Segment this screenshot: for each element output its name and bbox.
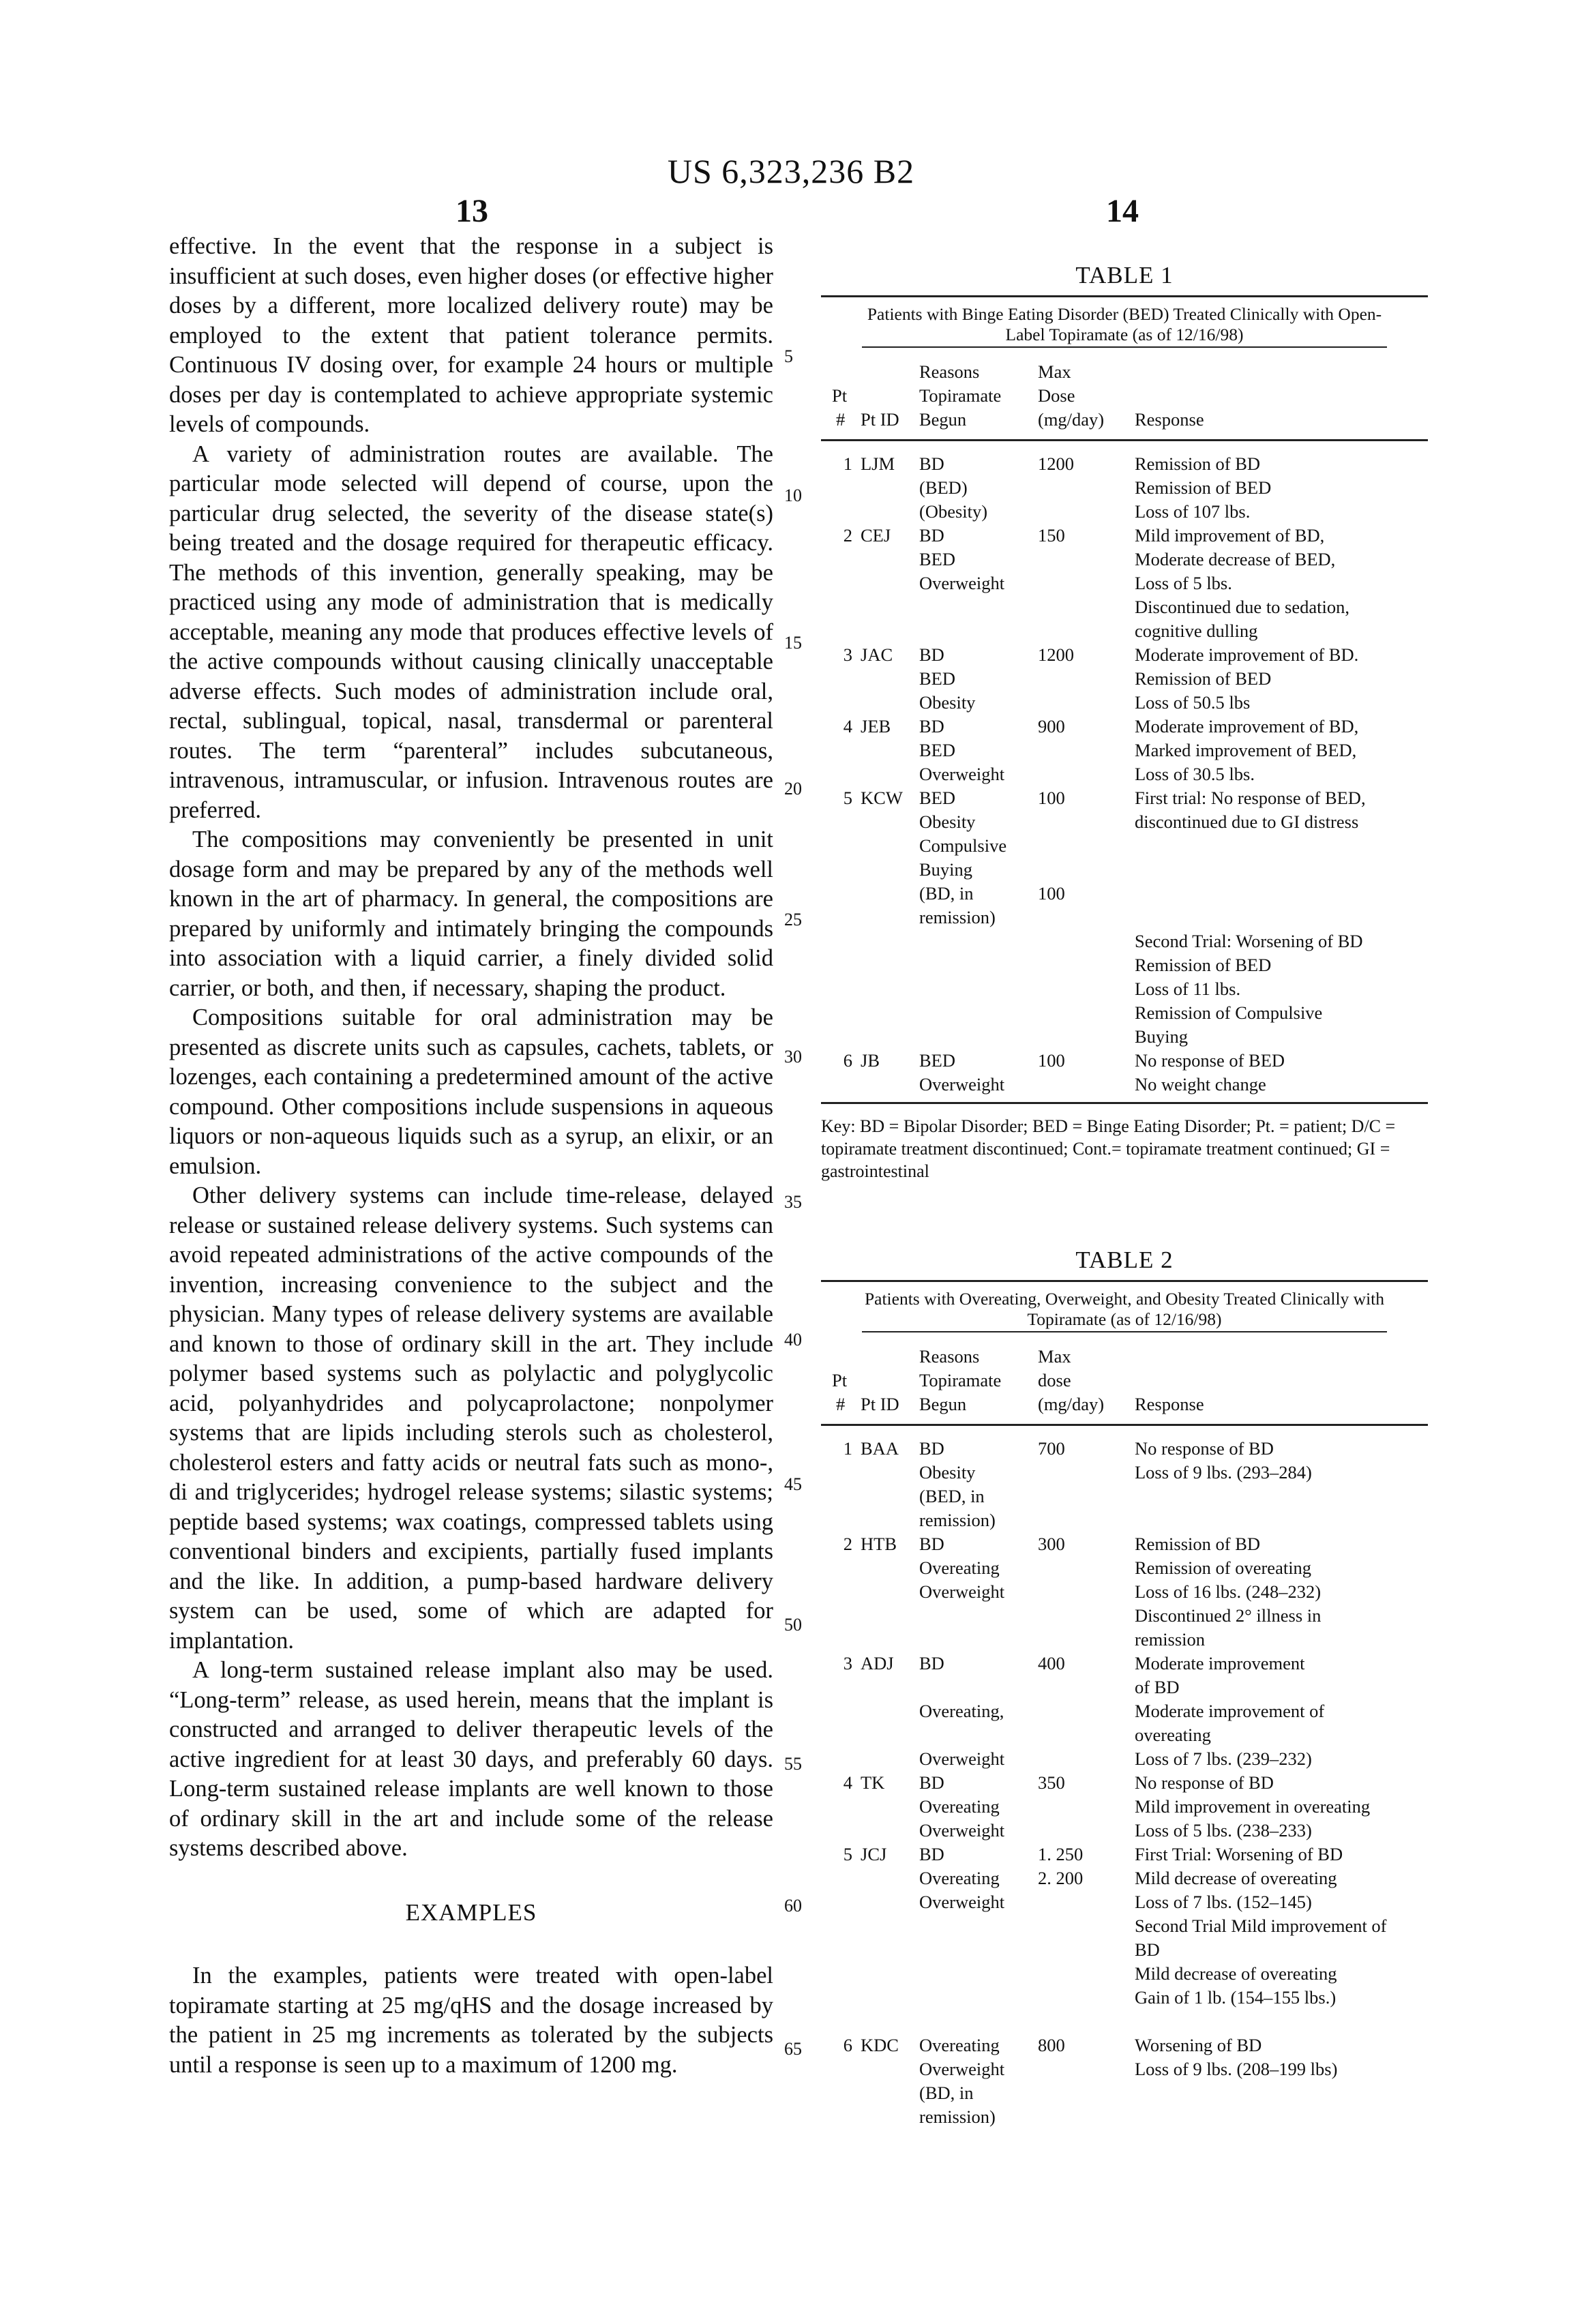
cell-response: Discontinued 2° illness in	[1135, 1605, 1322, 1626]
cell-response: Mild decrease of overeating	[1135, 1868, 1337, 1888]
line-number: 20	[784, 779, 802, 799]
cell-reasons: Overweight	[919, 1748, 1005, 1769]
cell-response: No response of BD	[1135, 1438, 1274, 1459]
cell-response: Loss of 107 lbs.	[1135, 501, 1251, 522]
table-rule	[821, 439, 1428, 441]
line-number: 60	[784, 1896, 802, 1916]
line-number: 25	[784, 910, 802, 929]
cell-dose: 900	[1038, 716, 1065, 736]
header-pt-id: Pt ID	[861, 1394, 899, 1414]
cell-response: Moderate improvement of BD.	[1135, 644, 1359, 665]
header-num: #	[836, 1394, 846, 1414]
table-1	[821, 263, 1428, 1182]
cell-pt-id: KCW	[861, 788, 903, 808]
cell-reasons: Compulsive	[919, 835, 1007, 856]
header-reasons: Reasons	[919, 361, 980, 382]
cell-response: Remission of BED	[1135, 955, 1272, 975]
line-number: 55	[784, 1754, 802, 1774]
cell-response: Discontinued due to sedation,	[1135, 597, 1349, 617]
cell-reasons: BED	[919, 549, 955, 569]
cell-reasons: Overweight	[919, 573, 1005, 593]
line-number: 35	[784, 1192, 802, 1212]
table-body	[821, 1437, 1428, 2129]
cell-response: overeating	[1135, 1725, 1211, 1745]
cell-response: remission	[1135, 1629, 1206, 1650]
line-number: 50	[784, 1615, 802, 1635]
cell-pt-id: CEJ	[861, 525, 891, 546]
cell-reasons: BD	[919, 1534, 944, 1554]
cell-reasons: Overweight	[919, 1074, 1005, 1094]
table-row	[821, 1532, 1428, 1652]
cell-reasons: Overweight	[919, 1892, 1005, 1912]
header-reasons: Reasons	[919, 1346, 980, 1367]
cell-pt-num: 5	[843, 788, 852, 808]
cell-reasons: Obesity	[919, 1462, 976, 1483]
line-number: 45	[784, 1474, 802, 1494]
table-rule	[821, 1424, 1428, 1426]
header-reasons: Begun	[919, 409, 967, 430]
table-header	[821, 1345, 1428, 1420]
cell-response: Moderate decrease of BED,	[1135, 549, 1336, 569]
cell-dose: 1. 250	[1038, 1844, 1084, 1864]
cell-pt-num: 4	[843, 1772, 852, 1793]
cell-response: Loss of 5 lbs.	[1135, 573, 1232, 593]
table-title: TABLE 1	[1075, 262, 1174, 288]
header-reasons: Topiramate	[919, 385, 1002, 406]
cell-response: Remission of BD	[1135, 453, 1261, 474]
line-number: 15	[784, 633, 802, 653]
cell-pt-id: KDC	[861, 2035, 899, 2055]
cell-reasons: Overeating	[919, 2035, 1000, 2055]
cell-response: First Trial: Worsening of BD	[1135, 1844, 1343, 1864]
cell-reasons: BD	[919, 1772, 944, 1793]
cell-pt-id: BAA	[861, 1438, 899, 1459]
cell-reasons: BD	[919, 1438, 944, 1459]
cell-pt-id: ADJ	[861, 1653, 894, 1673]
cell-response: BD	[1135, 1939, 1160, 1960]
table-2	[821, 1248, 1428, 2129]
cell-response: Gain of 1 lb. (154–155 lbs.)	[1135, 1987, 1337, 2008]
table-row	[821, 643, 1428, 715]
cell-reasons: Overeating	[919, 1558, 1000, 1578]
cell-response: First trial: No response of BED,	[1135, 788, 1366, 808]
cell-reasons: BED	[919, 788, 955, 808]
cell-pt-num: 6	[843, 1050, 852, 1071]
cell-reasons: (BED, in	[919, 1486, 985, 1506]
cell-dose: 300	[1038, 1534, 1065, 1554]
cell-response: Loss of 9 lbs. (293–284)	[1135, 1462, 1312, 1483]
cell-pt-id: JEB	[861, 716, 891, 736]
cell-response: Loss of 11 lbs.	[1135, 979, 1241, 999]
cell-reasons: BED	[919, 668, 955, 689]
cell-reasons: BED	[919, 740, 955, 760]
cell-response: Moderate improvement	[1135, 1653, 1305, 1673]
line-number: 10	[784, 486, 802, 505]
cell-reasons: BD	[919, 1653, 944, 1673]
cell-reasons: Buying	[919, 859, 973, 880]
cell-reasons: Obesity	[919, 692, 976, 713]
cell-reasons: Overeating,	[919, 1701, 1004, 1721]
header-dose: Max	[1038, 361, 1071, 382]
cell-reasons: (BD, in	[919, 883, 974, 904]
cell-dose: 800	[1038, 2035, 1065, 2055]
line-number: 30	[784, 1047, 802, 1067]
cell-pt-id: JB	[861, 1050, 880, 1071]
cell-pt-num: 4	[843, 716, 852, 736]
caption-rule	[862, 1331, 1387, 1332]
paragraph: In the examples, patients were treated with open-label topiramate starting at 25 mg/qHS and the dosage increased by the patient in 25 mg increments as tolerated by the subjects until a response is seen up to a maximum of 1200 mg.	[169, 1963, 773, 2078]
table-title: TABLE 2	[1075, 1247, 1174, 1273]
cell-response: Buying	[1135, 1026, 1189, 1047]
header-response: Response	[1135, 409, 1204, 430]
header-reasons: Topiramate	[919, 1370, 1002, 1390]
cell-response: Worsening of BD	[1135, 2035, 1262, 2055]
cell-reasons: (BD, in	[919, 2083, 974, 2103]
cell-pt-num: 1	[843, 1438, 852, 1459]
header-pt-id: Pt ID	[861, 409, 899, 430]
cell-response: Loss of 7 lbs. (152–145)	[1135, 1892, 1312, 1912]
table-row	[821, 1437, 1428, 1532]
cell-reasons: BED	[919, 1050, 955, 1071]
cell-reasons: Overeating	[919, 1796, 1000, 1817]
cell-reasons: Obesity	[919, 811, 976, 832]
table-row	[821, 1843, 1428, 2034]
cell-response: Loss of 5 lbs. (238–233)	[1135, 1820, 1312, 1841]
line-number: 40	[784, 1330, 802, 1350]
paragraph: A long-term sustained release implant also may be used. “Long-term” release, as used herein, means that the implant is constructed and arranged to deliver therapeutic levels of the active ingredient for at least 30 days, and preferably 60 days. Long-term sustained release implants are well known to those of ordinary skill in the art and include some of the release systems described above.	[169, 1657, 773, 1861]
cell-response: Loss of 50.5 lbs	[1135, 692, 1251, 713]
table-key: Key: BD = Bipolar Disorder; BED = Binge Eating Disorder; Pt. = patient; D/C = topiramate treatment discontinued; Cont.= topiramate treatment continued; GI = gastrointestinal	[821, 1116, 1396, 1181]
header-num: #	[836, 409, 846, 430]
table-caption: Patients with Overeating, Overweight, and Obesity Treated Clinically with Topiramate (as of 12/16/98)	[864, 1289, 1385, 1329]
cell-reasons: BD	[919, 525, 944, 546]
cell-response: Mild decrease of overeating	[1135, 1963, 1337, 1984]
cell-dose: 700	[1038, 1438, 1065, 1459]
cell-dose: 100	[1038, 1050, 1065, 1071]
header-dose: Max	[1038, 1346, 1071, 1367]
header-dose: (mg/day)	[1038, 409, 1105, 430]
header-pt: Pt	[832, 1370, 848, 1390]
section-heading-examples: EXAMPLES	[405, 1898, 537, 1926]
cell-response: Remission of overeating	[1135, 1558, 1312, 1578]
cell-response: Second Trial: Worsening of BD	[1135, 931, 1363, 951]
table-row	[821, 715, 1428, 786]
cell-dose: 150	[1038, 525, 1065, 546]
cell-pt-num: 2	[843, 525, 852, 546]
table-row	[821, 524, 1428, 643]
cell-reasons: BD	[919, 644, 944, 665]
cell-pt-num: 1	[843, 453, 852, 474]
cell-reasons: Overweight	[919, 2059, 1005, 2079]
cell-response: No response of BED	[1135, 1050, 1285, 1071]
cell-reasons: remission)	[919, 2106, 996, 2127]
table-header	[821, 360, 1428, 435]
cell-response: discontinued due to GI distress	[1135, 811, 1359, 832]
cell-pt-num: 3	[843, 1653, 852, 1673]
cell-reasons: (Obesity)	[919, 501, 988, 522]
cell-response: Loss of 7 lbs. (239–232)	[1135, 1748, 1312, 1769]
cell-response: Remission of BED	[1135, 668, 1272, 689]
table-row	[821, 2034, 1428, 2129]
cell-reasons: BD	[919, 453, 944, 474]
header-dose: (mg/day)	[1038, 1394, 1105, 1414]
cell-response: No weight change	[1135, 1074, 1266, 1094]
table-row	[821, 1049, 1428, 1097]
table-rule	[821, 1102, 1428, 1104]
caption-rule	[862, 346, 1387, 348]
line-number: 5	[784, 346, 793, 366]
paragraph: The compositions may conveniently be presented in unit dosage form and may be prepared by any of the methods well known in the art of pharmacy. In general, the compositions are prepared by uniformly and intimately bringing the compounds into association with a liquid carrier, a finely divided solid carrier, or both, and then, if necessary, shaping the product.	[169, 826, 773, 1001]
cell-reasons: Overeating	[919, 1868, 1000, 1888]
cell-pt-id: JCJ	[861, 1844, 887, 1864]
cell-dose: 100	[1038, 788, 1065, 808]
table-body	[821, 452, 1428, 1097]
cell-reasons: remission)	[919, 907, 996, 927]
cell-reasons: BD	[919, 716, 944, 736]
page-number-right: 14	[1106, 193, 1139, 229]
cell-response: Remission of BED	[1135, 477, 1272, 498]
cell-response: Loss of 9 lbs. (208–199 lbs)	[1135, 2059, 1338, 2079]
left-text-column	[169, 232, 773, 2080]
cell-pt-num: 6	[843, 2035, 852, 2055]
table-row	[821, 786, 1428, 1049]
cell-dose: 1200	[1038, 644, 1074, 665]
cell-dose: 350	[1038, 1772, 1065, 1793]
header-dose: dose	[1038, 1370, 1071, 1390]
cell-dose: 400	[1038, 1653, 1065, 1673]
cell-pt-id: TK	[861, 1772, 885, 1793]
header-pt: Pt	[832, 385, 848, 406]
cell-dose: 1200	[1038, 453, 1074, 474]
cell-response: Marked improvement of BED,	[1135, 740, 1357, 760]
cell-reasons: Overweight	[919, 1581, 1005, 1602]
cell-reasons: Overweight	[919, 1820, 1005, 1841]
cell-response: No response of BD	[1135, 1772, 1274, 1793]
cell-response: Mild improvement of BD,	[1135, 525, 1325, 546]
table-caption: Patients with Binge Eating Disorder (BED) Treated Clinically with Open-Label Topiramate (as of 12/16/98)	[867, 304, 1382, 344]
cell-response: Remission of Compulsive	[1135, 1002, 1323, 1023]
cell-pt-num: 3	[843, 644, 852, 665]
paragraph: effective. In the event that the response in a subject is insufficient at such doses, even higher doses (or effective higher doses by a different, more localized delivery route) may be employed to the extent that patient tolerance permits. Continuous IV dosing over, for example 24 hours or multiple doses per day is contemplated to achieve appropriate systemic levels of compounds.	[169, 233, 773, 437]
patent-number: US 6,323,236 B2	[667, 152, 915, 190]
cell-pt-id: JAC	[861, 644, 893, 665]
cell-response: Remission of BD	[1135, 1534, 1261, 1554]
page-number-left: 13	[456, 193, 488, 229]
cell-dose: 2. 200	[1038, 1868, 1084, 1888]
paragraph: Other delivery systems can include time-release, delayed release or sustained release delivery systems. Such systems can avoid repeated administrations of the active compounds of the invention, increasing convenience to the subject and the physician. Many types of release delivery systems are available and known to those of ordinary skill in the art. They include polymer based systems such as polylactic and polyglycolic acid, polyanhydrides and polycaprolactone; nonpolymer systems that are lipids including sterols such as cholesterol, cholesterol esters and fatty acids or neutral fats such as mono-, di and triglycerides; hydrogel release systems; silastic systems; peptide based systems; wax coatings, compressed tablets using conventional binders and excipients, partially fused implants and the like. In addition, a pump-based hardware delivery system can be used, some of which are adapted for implantation.	[169, 1182, 773, 1654]
cell-pt-id: LJM	[861, 453, 895, 474]
cell-dose: 100	[1038, 883, 1065, 904]
table-row	[821, 452, 1428, 524]
cell-response: Moderate improvement of	[1135, 1701, 1325, 1721]
cell-response: Moderate improvement of BD,	[1135, 716, 1359, 736]
cell-pt-num: 2	[843, 1534, 852, 1554]
header-dose: Dose	[1038, 385, 1075, 406]
cell-response: cognitive dulling	[1135, 621, 1258, 641]
cell-response: of BD	[1135, 1677, 1180, 1697]
cell-response: Second Trial Mild improvement of	[1135, 1916, 1387, 1936]
table-row	[821, 1771, 1428, 1843]
cell-reasons: BD	[919, 1844, 944, 1864]
cell-pt-num: 5	[843, 1844, 852, 1864]
cell-reasons: (BED)	[919, 477, 968, 498]
cell-response: Mild improvement in overeating	[1135, 1796, 1371, 1817]
header-reasons: Begun	[919, 1394, 967, 1414]
table-row	[821, 1652, 1428, 1771]
paragraph: A variety of administration routes are available. The particular mode selected will depend of course, upon the particular drug selected, the severity of the disease state(s) being treated and the dosage required for therapeutic efficacy. The methods of this invention, generally speaking, may be practiced using any mode of administration that is medically acceptable, meaning any mode that produces effective levels of the active compounds without causing clinically unacceptable adverse effects. Such modes of administration include oral, rectal, sublingual, topical, nasal, transdermal or parenteral routes. The term “parenteral” includes subcutaneous, intravenous, intramuscular, or infusion. Intravenous routes are preferred.	[169, 441, 773, 823]
cell-response: Loss of 30.5 lbs.	[1135, 764, 1255, 784]
cell-reasons: remission)	[919, 1510, 996, 1530]
header-response: Response	[1135, 1394, 1204, 1414]
cell-pt-id: HTB	[861, 1534, 897, 1554]
line-number: 65	[784, 2039, 802, 2059]
cell-response: Loss of 16 lbs. (248–232)	[1135, 1581, 1322, 1602]
paragraph: Compositions suitable for oral administration may be presented as discrete units such as capsules, cachets, tablets, or lozenges, each containing a predetermined amount of the active compound. Other compositions include suspensions in aqueous liquors or non-aqueous liquids such as a syrup, an elixir, or an emulsion.	[169, 1004, 773, 1179]
cell-reasons: Overweight	[919, 764, 1005, 784]
